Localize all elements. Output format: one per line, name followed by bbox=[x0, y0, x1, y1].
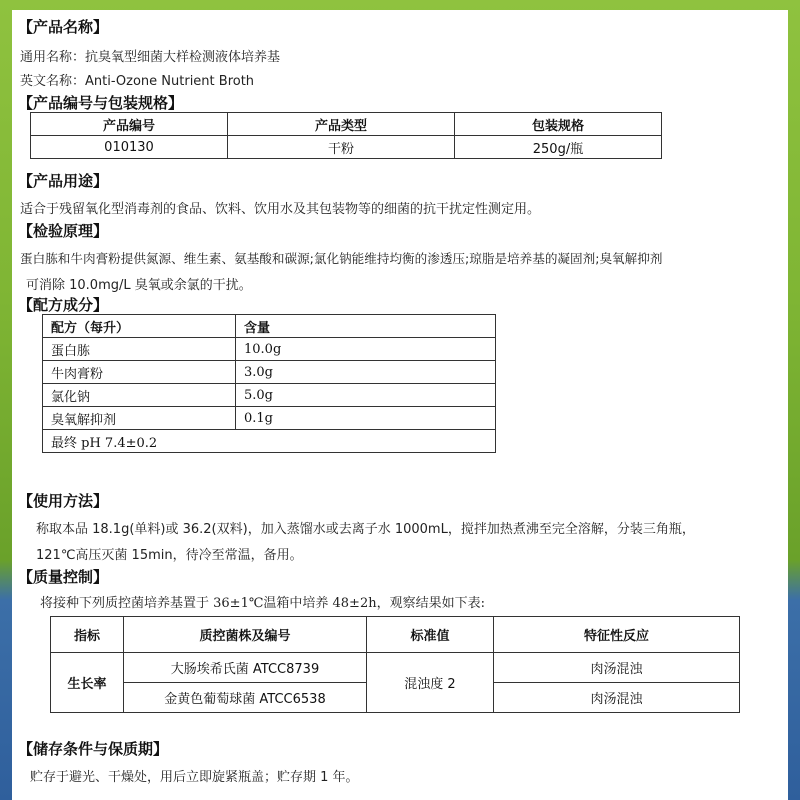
formula-final-ph: 最终 pH 7.4±0.2 bbox=[43, 430, 496, 453]
english-name-value: Anti-Ozone Nutrient Broth bbox=[85, 74, 255, 89]
usage-text: 适合于残留氧化型消毒剂的食品、饮料、饮用水及其包装物等的细菌的抗干扰定性测定用。 bbox=[20, 202, 541, 217]
heading-qc: 【质量控制】 bbox=[18, 568, 109, 586]
qc-strain: 大肠埃希氏菌 ATCC8739 bbox=[124, 653, 367, 683]
code-header-2: 包装规格 bbox=[455, 113, 662, 136]
qc-standard: 混浊度 2 bbox=[367, 653, 494, 713]
common-name-line bbox=[20, 46, 280, 65]
qc-reaction: 肉汤混浊 bbox=[494, 653, 740, 683]
product-code-table bbox=[30, 112, 662, 159]
principle-line-1: 蛋白胨和牛肉膏粉提供氮源、维生素、氨基酸和碳源;氯化钠能维持均衡的渗透压;琼脂是培养基的凝固剂;臭氧解抑剂 bbox=[20, 251, 663, 266]
english-name-label: 英文名称： bbox=[20, 74, 86, 89]
document-sheet bbox=[12, 10, 788, 800]
code-header-0: 产品编号 bbox=[31, 113, 228, 136]
formula-amount: 0.1g bbox=[236, 407, 496, 430]
heading-product-code: 【产品编号与包装规格】 bbox=[18, 94, 184, 112]
storage-text: 贮存于避光、干燥处，用后立即旋紧瓶盖；贮存期 1 年。 bbox=[30, 770, 359, 785]
heading-formula: 【配方成分】 bbox=[18, 296, 109, 314]
method-line-2: 121℃高压灭菌 15min，待冷至常温，备用。 bbox=[36, 548, 303, 563]
formula-amount: 10.0g bbox=[236, 338, 496, 361]
heading-storage: 【储存条件与保质期】 bbox=[18, 740, 169, 758]
formula-header-1: 含量 bbox=[236, 315, 496, 338]
principle-line-2: 可消除 10.0mg/L 臭氧或余氯的干扰。 bbox=[26, 278, 252, 293]
qc-table bbox=[50, 616, 740, 713]
heading-product-name: 【产品名称】 bbox=[18, 18, 109, 36]
formula-amount: 5.0g bbox=[236, 384, 496, 407]
qc-indicator: 生长率 bbox=[51, 653, 124, 713]
heading-usage: 【产品用途】 bbox=[18, 172, 109, 190]
heading-method: 【使用方法】 bbox=[18, 492, 109, 510]
qc-header-1: 质控菌株及编号 bbox=[124, 617, 367, 653]
code-header-1: 产品类型 bbox=[228, 113, 455, 136]
qc-strain: 金黄色葡萄球菌 ATCC6538 bbox=[124, 683, 367, 713]
common-name-value: 抗臭氧型细菌大样检测液体培养基 bbox=[85, 50, 281, 65]
formula-ingredient: 臭氧解抑剂 bbox=[43, 407, 236, 430]
method-line-1: 称取本品 18.1g(单料)或 36.2(双料)，加入蒸馏水或去离子水 1000mL，搅拌加热煮沸至完全溶解，分装三角瓶， bbox=[36, 522, 695, 537]
heading-principle: 【检验原理】 bbox=[18, 222, 109, 240]
code-cell-1: 干粉 bbox=[228, 136, 455, 159]
formula-ingredient: 氯化钠 bbox=[43, 384, 236, 407]
common-name-label: 通用名称： bbox=[20, 50, 86, 65]
code-cell-0: 010130 bbox=[31, 136, 228, 159]
formula-amount: 3.0g bbox=[236, 361, 496, 384]
qc-reaction: 肉汤混浊 bbox=[494, 683, 740, 713]
formula-table bbox=[42, 314, 496, 453]
formula-ingredient: 蛋白胨 bbox=[43, 338, 236, 361]
qc-header-2: 标准值 bbox=[367, 617, 494, 653]
code-cell-2: 250g/瓶 bbox=[455, 136, 662, 159]
english-name-line bbox=[20, 70, 254, 89]
qc-header-3: 特征性反应 bbox=[494, 617, 740, 653]
qc-intro: 将接种下列质控菌培养基置于 36±1℃温箱中培养 48±2h，观察结果如下表: bbox=[40, 596, 485, 611]
formula-ingredient: 牛肉膏粉 bbox=[43, 361, 236, 384]
qc-header-0: 指标 bbox=[51, 617, 124, 653]
formula-header-0: 配方（每升） bbox=[43, 315, 236, 338]
